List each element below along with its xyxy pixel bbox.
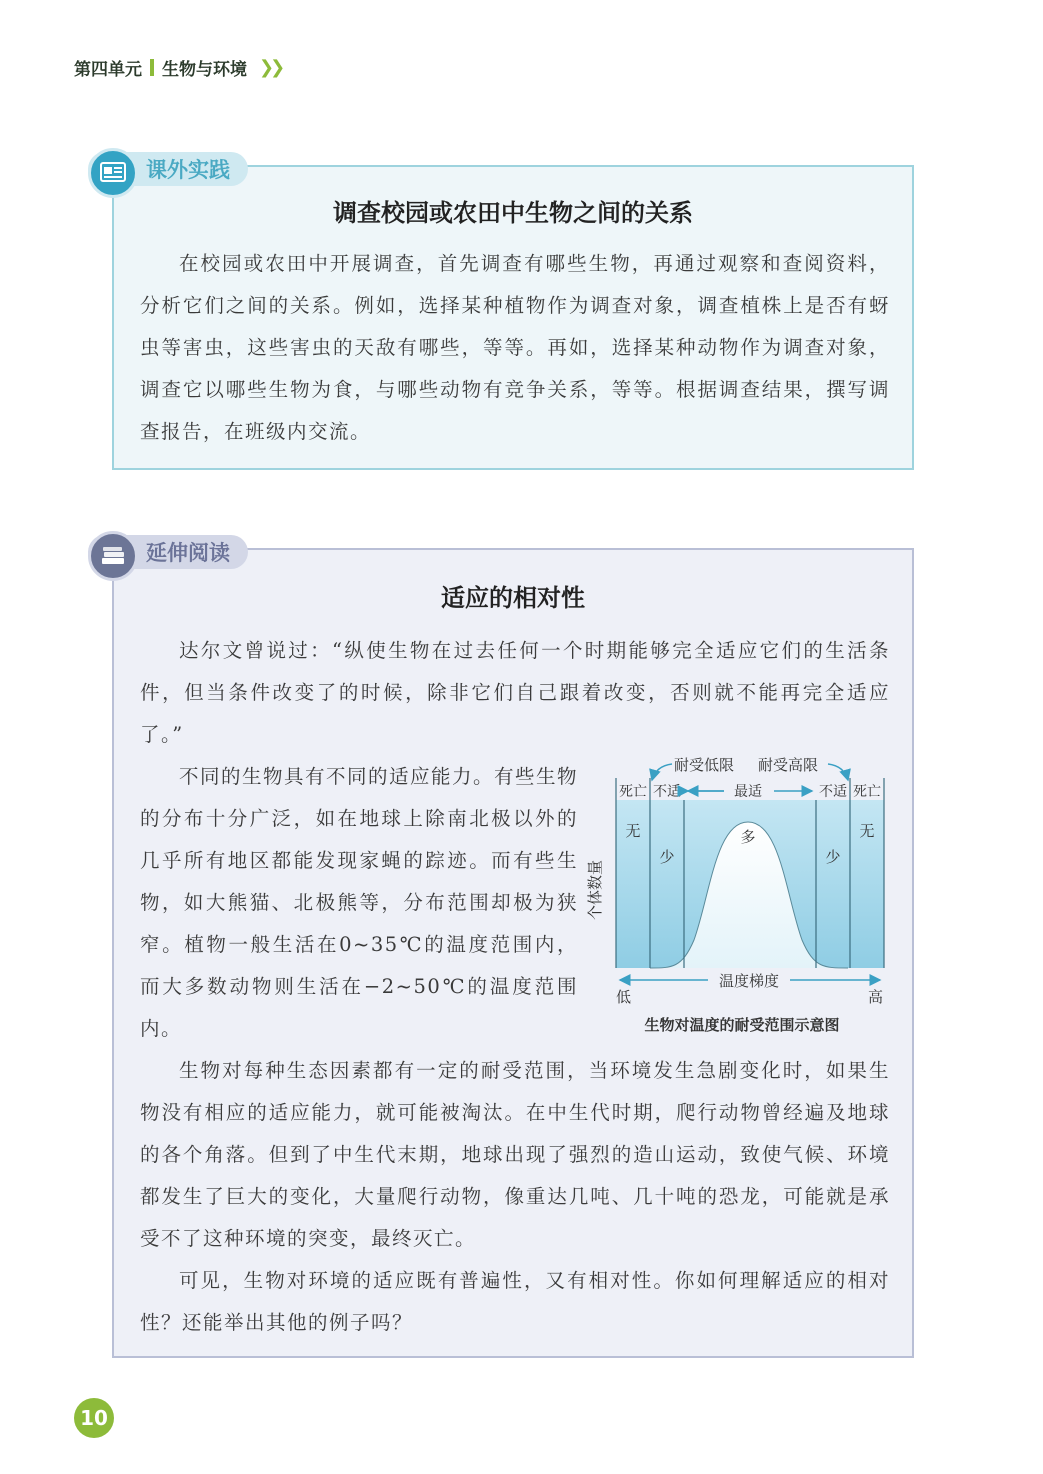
diagram-caption: 生物对温度的耐受范围示意图: [644, 1016, 840, 1034]
chapter-label: 生物与环境: [162, 59, 247, 80]
reading-title: 适应的相对性: [441, 583, 585, 612]
reading-paragraph-4: 可见，生物对环境的适应既有普遍性，又有相对性。你如何理解适应的相对性？还能举出其他的例子吗？: [140, 1269, 890, 1334]
practice-paragraph: 在校园或农田中开展调查，首先调查有哪些生物，再通过观察和查阅资料，分析它们之间的关系。例如，选择某种植物作为调查对象，调查植株上是否有蚜虫等害虫，这些害虫的天敌有哪些，等等。再如，选择某种动物作为调查对象，调查它以哪些生物为食，与哪些动物有竞争关系，等等。根据调查结果，撰写调查报告，在班级内交流。: [140, 252, 890, 443]
x-low-label: 低: [616, 988, 632, 1006]
page-header: [74, 54, 281, 80]
zone-label: 不适: [653, 784, 681, 800]
books-icon: [88, 531, 138, 581]
board-icon: [88, 148, 138, 198]
practice-tag-label: 课外实践: [88, 152, 248, 186]
reading-paragraph-2: 不同的生物具有不同的适应能力。有些生物的分布十分广泛，如在地球上除南北极以外的几乎所有地区都能发现家蝇的踪迹。而有些生物，如大熊猫、北极熊等，分布范围却极为狭窄。植物一般生活在0~35℃的温度范围内，而大多数动物则生活在−2~50℃的温度范围内。: [140, 765, 579, 1040]
page-number: 10: [74, 1398, 114, 1438]
low-limit-label: 耐受低限: [674, 756, 735, 774]
y-axis-label: 个体数量: [586, 859, 604, 921]
reading-tag-label: 延伸阅读: [88, 535, 248, 569]
reading-paragraph-1: 达尔文曾说过：“纵使生物在过去任何一个时期能够完全适应它们的生活条件，但当条件改变了的时候，除非它们自己跟着改变，否则就不能再完全适应了。”: [140, 639, 890, 746]
reading-paragraph-3: 生物对每种生态因素都有一定的耐受范围，当环境发生急剧变化时，如果生物没有相应的适应能力，就可能被淘汰。在中生代时期，爬行动物曾经遍及地球的各个角落。但到了中生代末期，地球出现了强烈的造山运动，致使气候、环境都发生了巨大的变化，大量爬行动物，像重达几吨、几十吨的恐龙，可能就是承受不了这种环境的突变，最终灭亡。: [140, 1059, 890, 1250]
amount-label: 无: [625, 822, 641, 840]
zone-label: 死亡: [853, 784, 881, 800]
high-limit-label: 耐受高限: [758, 756, 819, 774]
reading-tag: [88, 535, 248, 569]
unit-label: 第四单元: [74, 59, 142, 80]
amount-label: 少: [659, 848, 675, 866]
amount-label: 少: [825, 848, 841, 866]
practice-box: [112, 165, 914, 470]
x-high-label: 高: [868, 988, 884, 1006]
amount-label: 多: [740, 828, 756, 846]
double-chevron-icon: ❯❯: [259, 56, 282, 78]
tolerance-diagram: [586, 750, 892, 1040]
practice-tag: [88, 152, 248, 186]
zone-label: 最适: [734, 784, 762, 800]
reading-box: [112, 548, 914, 1358]
zone-label: 不适: [819, 784, 847, 800]
x-axis-label: 温度梯度: [718, 972, 780, 990]
practice-title: 调查校园或农田中生物之间的关系: [333, 198, 693, 227]
amount-label: 无: [859, 822, 875, 840]
zone-label: 死亡: [619, 784, 647, 800]
header-divider: [150, 59, 154, 76]
